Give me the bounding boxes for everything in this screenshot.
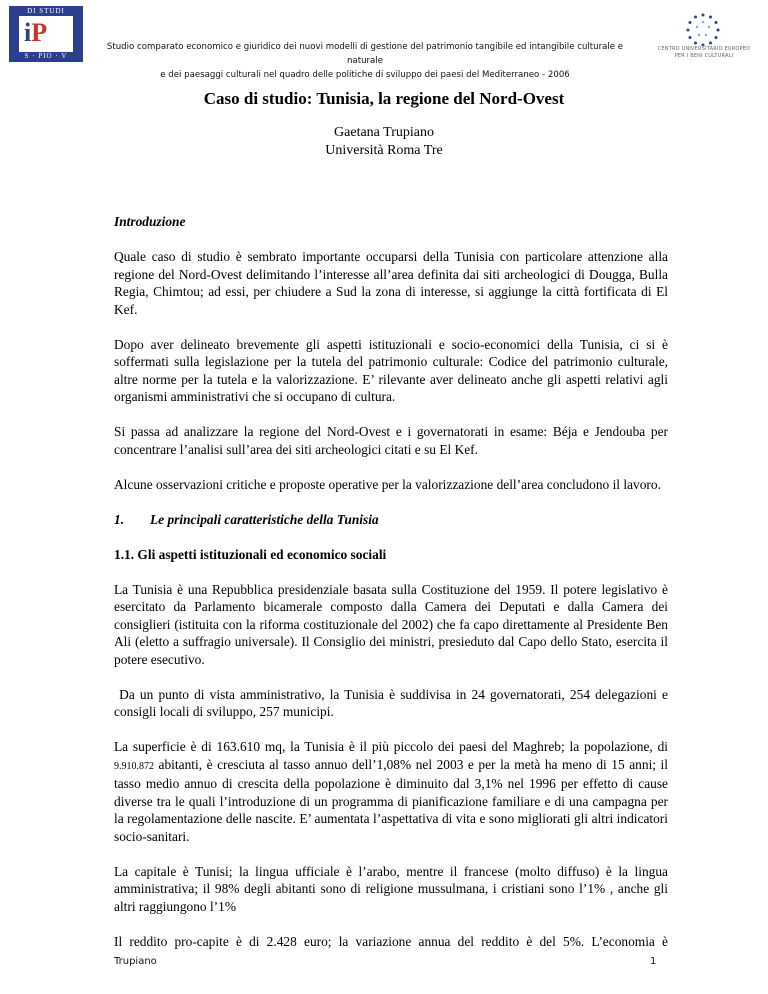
intro-heading: Introduzione <box>114 214 186 229</box>
paragraph: Il reddito pro-capite è di 2.428 euro; la variazione annua del reddito è del 5%. L’economia è <box>114 933 668 949</box>
section-heading: 1. Le principali caratteristiche della Tunisia <box>114 511 379 527</box>
author-affiliation: Università Roma Tre <box>325 143 443 158</box>
paragraph: Dopo aver delineato brevemente gli aspetti istituzionali e socio-economici della Tunisia, ci si è soffermati sulla legislazione per la tutela del patrimonio culturale: Codice del patrimonio culturale, altre norme per la tutela e la valorizzazione. E’ rilevante aver delineato anche gli aspetti relativi agli organismi amministrativi che si occupano di cultura. <box>114 336 668 404</box>
header-line-1: Studio comparato economico e giuridico dei nuovi modelli di gestione del patrimonio tangibile ed intangibile culturale e naturale <box>106 42 624 66</box>
footer-author: Trupiano <box>114 956 157 967</box>
paragraph: La superficie è di 163.610 mq, la Tunisia è il più piccolo dei paesi del Maghreb; la popolazione, di 9.910.872 abitanti, è cresciuta al tasso annuo dell’1,08% nel 2003 e per la metà ha meno di 15 anni; il tasso medio annuo di crescita della popolazione è diminuito dal 3,1% nel 1996 per effetto di cause diverse tra le quali l’introduzione di un programma di pianificazione familiare e di una campagna per la regolamentazione delle nascite. E’ aumentata l’aspettativa di vita e sono migliorati gli altri indicatori socio-sanitari. <box>114 739 668 844</box>
paragraph: Si passa ad analizzare la regione del Nord-Ovest e i governatorati in esame: Béja e Jendouba per concentrare l’analisi sull’area dei siti archeologici citati e su El Kef. <box>114 424 668 457</box>
logo-bottom-text: S · PIO · V <box>10 52 82 61</box>
istituto-logo <box>9 6 83 62</box>
stars-circle-icon <box>685 12 721 46</box>
header-project-title <box>95 40 635 82</box>
author-block <box>0 124 768 160</box>
author-name: Gaetana Trupiano <box>334 125 434 140</box>
paragraph: Alcune osservazioni critiche e proposte operative per la valorizzazione dell’area concludono il lavoro. <box>114 476 661 492</box>
header-line-2: e dei paesaggi culturali nel quadro delle politiche di sviluppo dei paesi del Mediterraneo - 2006 <box>160 70 570 80</box>
subsection-heading: 1.1. Gli aspetti istituzionali ed economico sociali <box>114 546 387 562</box>
centro-universitario-logo <box>645 8 763 70</box>
document-body <box>114 213 672 968</box>
logo-top-text: DI STUDI <box>10 7 82 16</box>
paragraph: La Tunisia è una Repubblica presidenziale basata sulla Costituzione del 1959. Il potere legislativo è esercitato da Parlamento bicamerale composto dalla Camera dei Deputati e dalla Camera dei consiglieri (istituita con la riforma costituzionale del 2002) che fa capo direttamente al Presidente Ben Ali (eletto a suffragio universale). Il Consiglio dei ministri, presieduto dal Capo dello Stato, esercita il potere esecutivo. <box>114 581 668 667</box>
logo-right-band <box>73 16 82 52</box>
document-title: Caso di studio: Tunisia, la regione del Nord-Ovest <box>203 89 565 108</box>
logo-monogram: iP <box>24 18 48 47</box>
paragraph: Da un punto di vista amministrativo, la Tunisia è suddivisa in 24 governatorati, 254 delegazioni e consigli locali di sviluppo, 257 municipi. <box>114 686 672 719</box>
page-number: 1 <box>650 956 657 967</box>
logo-left-band <box>10 16 19 52</box>
centro-logo-text: CENTRO UNIVERSITARIO EUROPEO PER I BENI CULTURALI <box>657 46 751 59</box>
paragraph: La capitale è Tunisi; la lingua ufficiale è l’arabo, mentre il francese (molto diffuso) è la lingua amministrativa; il 98% degli abitanti sono di religione mussulmana, i cristiani sono l’1% , anche gli altri raggiungono l’1% <box>114 863 668 914</box>
page-header <box>0 0 768 80</box>
paragraph: Quale caso di studio è sembrato importante occuparsi della Tunisia con particolare attenzione alla regione del Nord-Ovest delimitando l’interesse all’area definita dai siti archeologici di Dougga, Bulla Regia, Chimtou; ad essi, per chiudere a Sud la zona di interesse, si aggiunge la città fortificata di El Kef. <box>114 249 668 317</box>
